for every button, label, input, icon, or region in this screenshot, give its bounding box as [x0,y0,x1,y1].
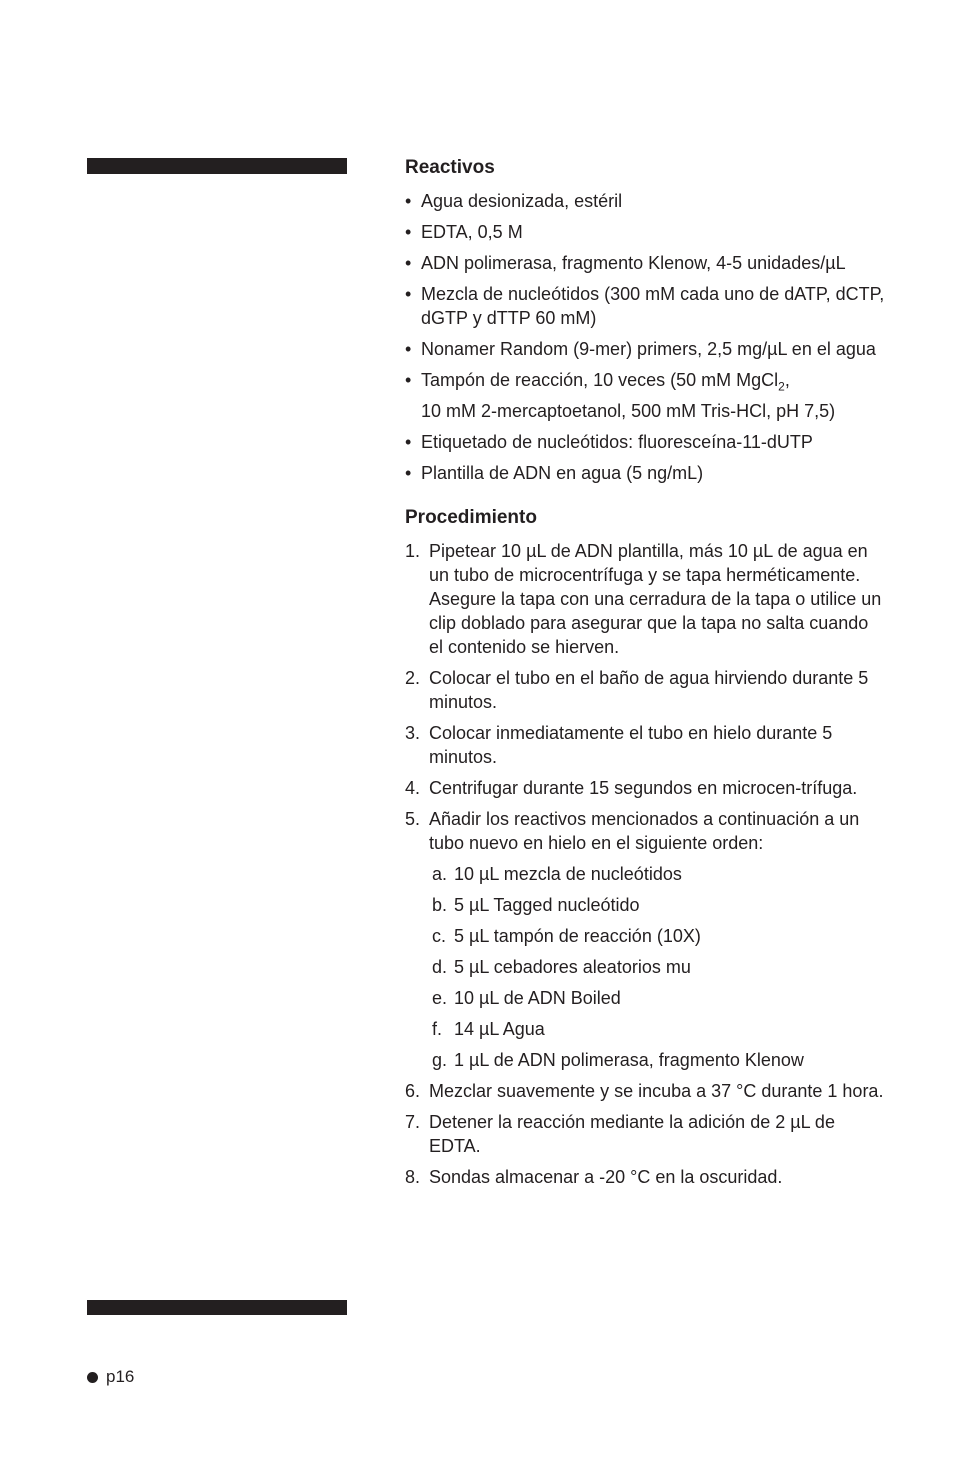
procedimiento-heading: Procedimiento [405,506,537,528]
substep-item: a. 10 µL mezcla de nucleótidos [432,863,682,884]
step-item: 7. Detener la reacción mediante la adición de 2 µL de EDTA. [405,1111,835,1156]
main-content [405,155,885,1196]
step-item: 4. Centrifugar durante 15 segundos en microcen-trífuga. [405,777,858,798]
reagent-item: • ADN polimerasa, fragmento Klenow, 4-5 unidades/µL [405,253,846,273]
step-item: 2. Colocar el tubo en el baño de agua hirviendo durante 5 minutos. [405,667,869,712]
substep-item: g. 1 µL de ADN polimerasa, fragmento Klenow [432,1049,804,1070]
reagent-item: • Plantilla de ADN en agua (5 ng/mL) [405,462,704,483]
bottom-rule [87,1300,347,1315]
reagent-item: • Nonamer Random (9-mer) primers, 2,5 mg/µL en el agua [405,339,876,359]
reagent-item-tampon: • Tampón de reacción, 10 veces (50 mM MgCl$_2$, 10 mM 2-mercaptoetanol, 500 mM Tris-HCl, pH 7,5) [405,370,836,421]
step-item: 3. Colocar inmediatamente el tubo en hielo durante 5 minutos. [405,722,833,767]
reagent-item: • EDTA, 0,5 M [405,222,523,242]
top-rule [87,158,347,174]
bullet-dot-icon [87,1372,98,1383]
reagent-item: • Etiquetado de nucleótidos: fluoresceína-11-dUTP [405,431,813,452]
substep-item: c. 5 µL tampón de reacción (10X) [432,925,701,946]
page-footer [87,1367,134,1387]
reagent-item: • Agua desionizada, estéril [405,191,623,211]
step-item: 1. Pipetear 10 µL de ADN plantilla, más 10 µL de agua en un tubo de microcentrífuga y se tapa herméticamente. Asegure la tapa con una cerradura de la tapa o utilice un clip doblado para asegurar que la tapa no salta cuando el contenido se hierven. [405,540,882,657]
step-item: 8. Sondas almacenar a -20 °C en la oscuridad. [405,1166,783,1187]
step-item: 6. Mezclar suavemente y se incuba a 37 °C durante 1 hora. [405,1080,884,1101]
substep-item: f. 14 µL Agua [432,1018,545,1039]
substep-item: d. 5 µL cebadores aleatorios mu [432,956,691,977]
reactivos-heading: Reactivos [405,157,495,178]
page-number: p16 [106,1367,135,1386]
step-item: 5. Añadir los reactivos mencionados a continuación a un tubo nuevo en hielo en el siguiente orden: [405,808,860,853]
reagent-item: • Mezcla de nucleótidos (300 mM cada uno de dATP, dCTP, dGTP y dTTP 60 mM) [405,284,885,328]
substep-item: b. 5 µL Tagged nucleótido [432,894,640,915]
substep-item: e. 10 µL de ADN Boiled [432,987,621,1008]
